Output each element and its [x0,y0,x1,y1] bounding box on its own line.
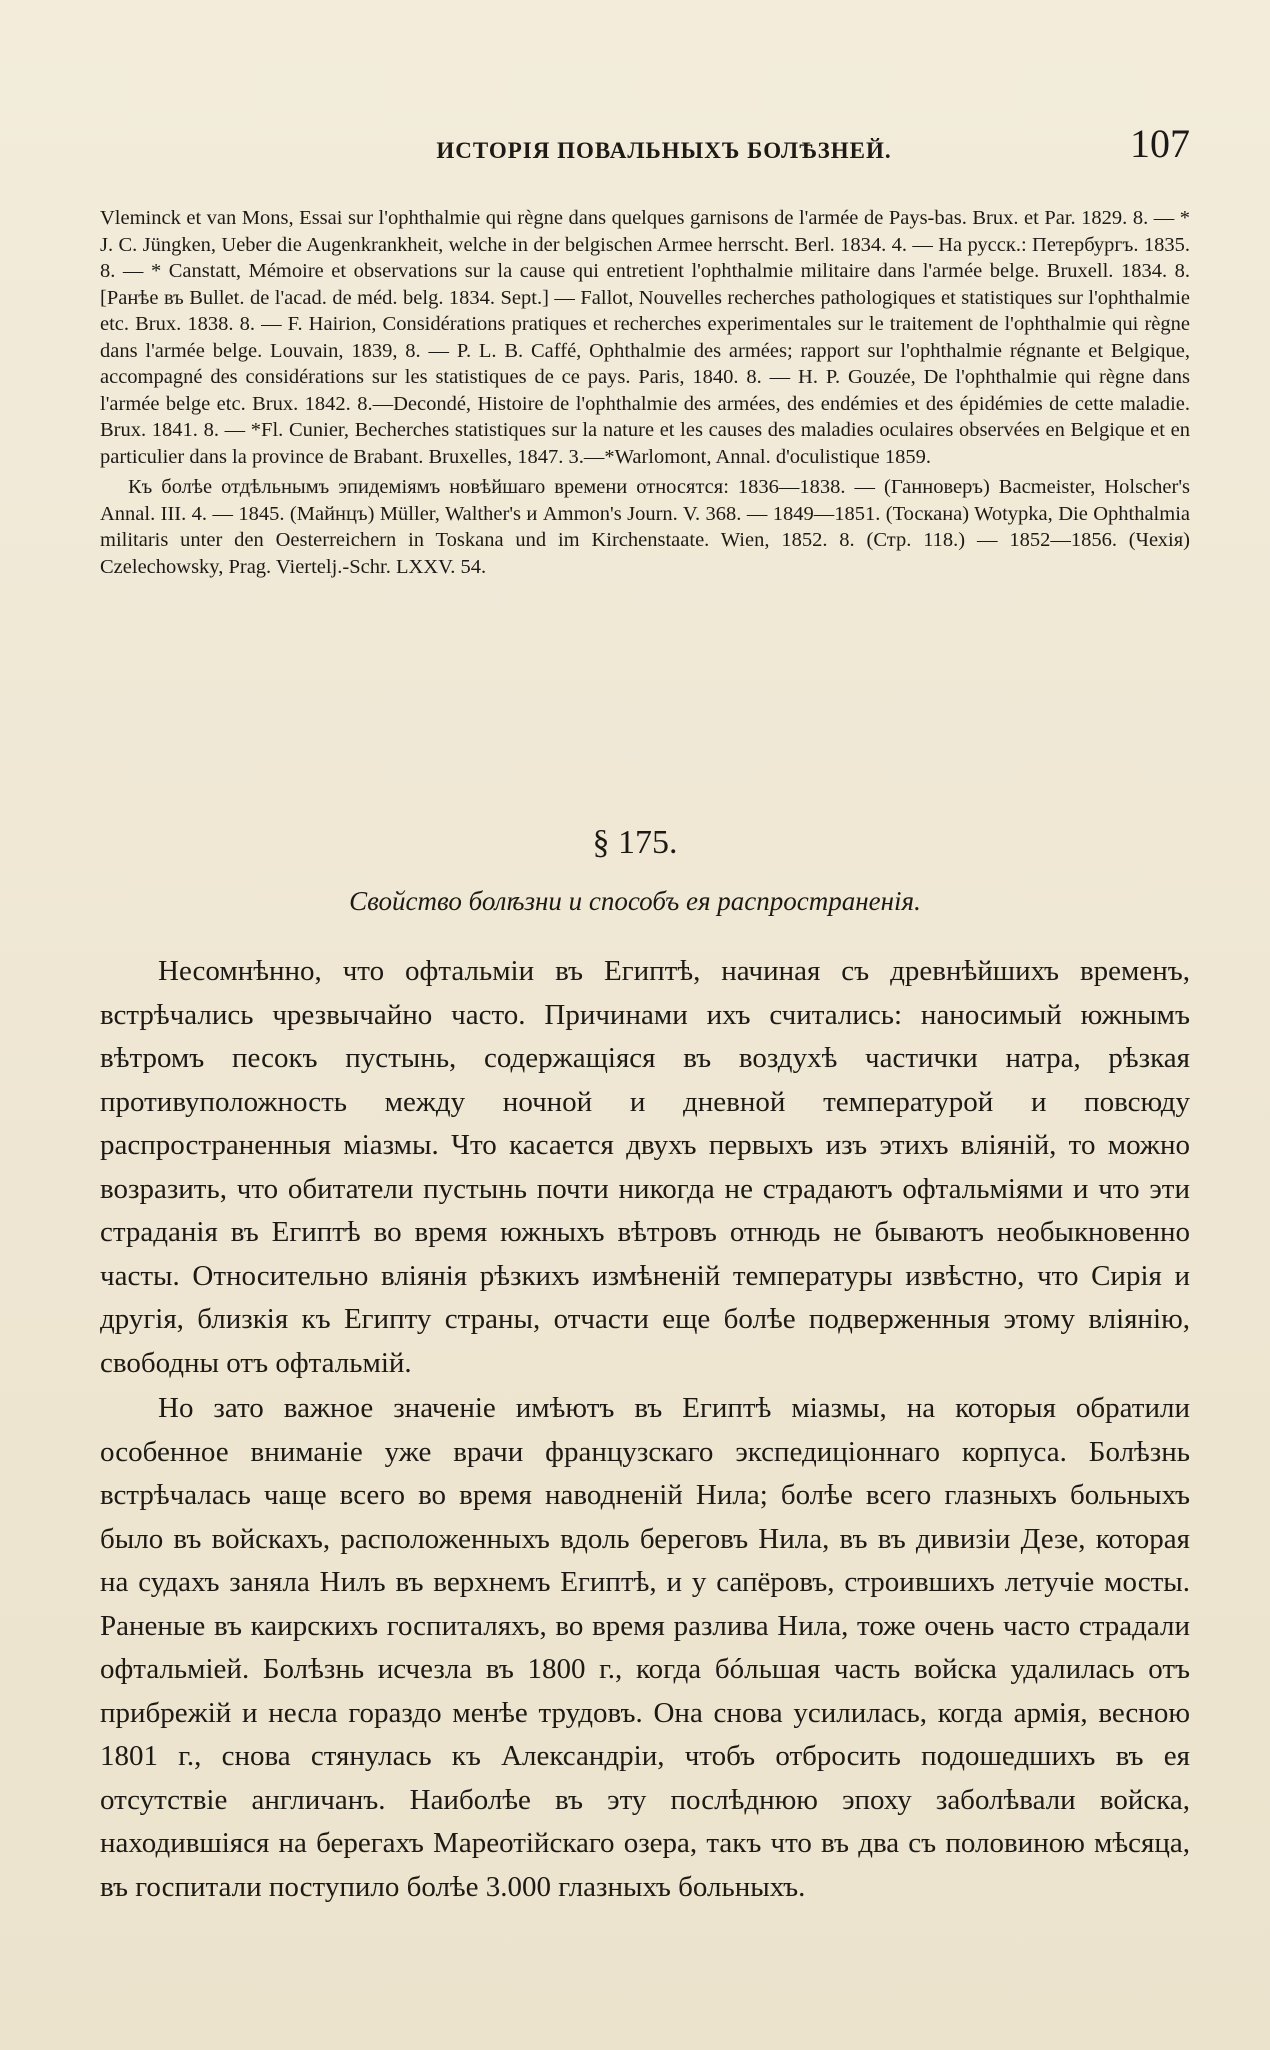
section-number: § 175. [592,824,678,861]
section-title: Свойство болѣзни и способъ ея распространенія. [349,886,921,916]
body-paragraph: Но зато важное значеніе имѣютъ въ Египтѣ міазмы, на которыя обратили особенное вниманіе уже врачи французскаго экспедиціоннаго корпуса. Болѣзнь встрѣчалась чаще всего во время наводненій Нила; болѣе всего глазныхъ больныхъ было въ войскахъ, расположенныхъ вдоль береговъ Нила, въ въ дивизіи Дезе, которая на судахъ заняла Нилъ въ верхнемъ Египтѣ, и у сапёровъ, строившихъ летучіе мосты. Раненые въ каирскихъ госпиталяхъ, во время разлива Нила, тоже очень часто страдали офтальміей. Болѣзнь исчезла въ 1800 г., когда бóльшая часть войска удалилась отъ прибрежій и несла гораздо менѣе трудовъ. Она снова усилилась, когда армія, весною 1801 г., снова стянулась къ Александріи, чтобъ отбросить подошедшихъ въ ея отсутствіе англичанъ. Наиболѣе въ эту послѣднюю эпоху заболѣвали войска, находившіяся на берегахъ Мареотійскаго озера, такъ что въ два съ половиною мѣсяца, въ госпитали поступило болѣе 3.000 глазныхъ больныхъ. [100,1392,1190,1903]
main-text [100,950,1190,1909]
page-header [138,120,1190,170]
bibliography-paragraph: Vleminck et van Mons, Essai sur l'ophthalmie qui règne dans quelques garnisons de l'armée de Pays-bas. Brux. et Par. 1829. 8. — * J. C. Jüngken, Ueber die Augenkrankheit, welche in der belgischen Armee herrscht. Berl. 1834. 4. — На русск.: Петербургъ. 1835. 8. — * Canstatt, Mémoire et observations sur la cause qui entretient l'ophthalmie militaire dans l'armée belge. Bruxell. 1834. 8. [Ранѣе въ Bullet. de l'acad. de méd. belg. 1834. Sept.] — Fallot, Nouvelles recherches pathologiques et statistiques sur l'ophthalmie etc. Brux. 1838. 8. — F. Hairion, Considérations pratiques et recherches experimentales sur le traitement de l'ophthalmie qui règne dans l'armée belge. Louvain, 1839, 8. — P. L. B. Caffé, Ophthalmie des armées; rapport sur l'ophthalmie régnante et Belgique, accompagné des considérations sur les statistiques de ce pays. Paris, 1840. 8. — H. P. Gouzée, De l'ophthalmie qui règne dans l'armée belge etc. Brux. 1842. 8.—Decondé, Histoire de l'ophthalmie des armées, des endémies et des épidémies de cette maladie. Brux. 1841. 8. — *Fl. Cunier, Becherches statistiques sur la nature et les causes des maladies oculaires observées en Belgique et en particulier dans la province de Brabant. Bruxelles, 1847. 3.—*Warlomont, Annal. d'oculistique 1859. [100,207,1190,468]
bibliography-block [100,205,1190,580]
body-paragraph: Несомнѣнно, что офтальміи въ Египтѣ, начиная съ древнѣйшихъ временъ, встрѣчались чрезвычайно часто. Причинами ихъ считались: наносимый южнымъ вѣтромъ песокъ пустынь, содержащіяся въ воздухѣ частички натра, рѣзкая противуположность между ночной и дневной температурой и повсюду распространенныя міазмы. Что касается двухъ первыхъ изъ этихъ вліяній, то можно возразить, что обитатели пустынь почти никогда не страдаютъ офтальміями и что эти страданія въ Египтѣ во время южныхъ вѣтровъ отнюдь не бываютъ необыкновенно часты. Относительно вліянія рѣзкихъ измѣненій температуры извѣстно, что Сирія и другія, близкія къ Египту страны, отчасти еще болѣе подверженныя этому вліянію, свободны отъ офтальмій. [100,955,1190,1379]
page-number: 107 [1130,121,1190,166]
bibliography-paragraph: Къ болѣе отдѣльнымъ эпидеміямъ новѣйшаго времени относятся: 1836—1838. — (Ганноверъ) Bacmeister, Holscher's Annal. III. 4. — 1845. (Майнцъ) Müller, Walther's и Ammon's Journ. V. 368. — 1849—1851. (Тоскана) Wotypka, Die Ophthalmia militaris unter den Oesterreichern in Toskana und im Kirchenstaate. Wien, 1852. 8. (Стр. 118.) — 1852—1856. (Чехія) Czelechowsky, Prag. Viertelj.-Schr. LXXV. 54. [100,476,1190,578]
running-title: ИСТОРІЯ ПОВАЛЬНЫХЪ БОЛѢЗНЕЙ. [436,138,892,163]
